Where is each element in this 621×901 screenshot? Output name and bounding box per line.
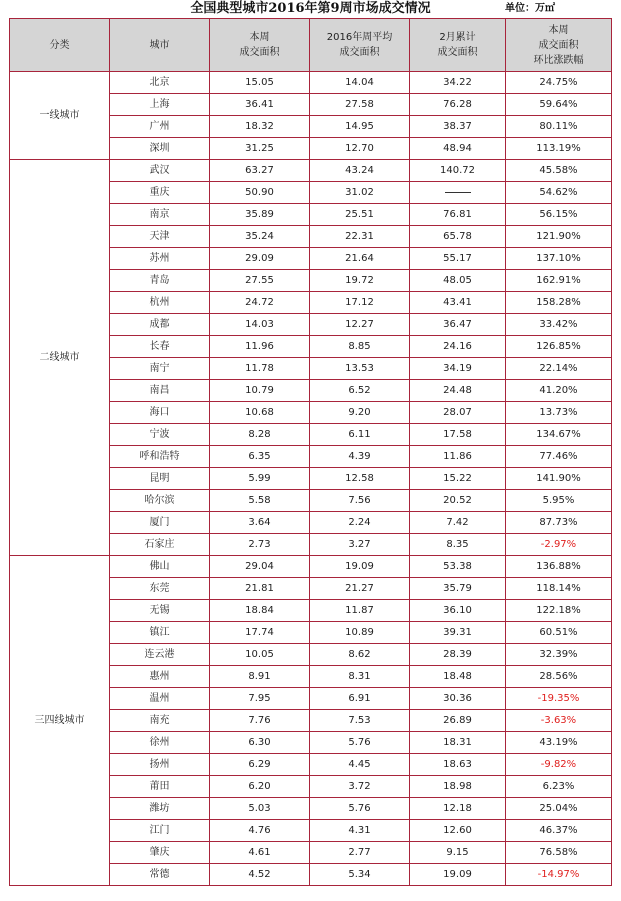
change-cell: 76.58% — [506, 842, 612, 864]
change-cell: 13.73% — [506, 402, 612, 424]
change-cell: 158.28% — [506, 292, 612, 314]
feb-area-cell: 12.60 — [410, 820, 506, 842]
header-text: 本周 — [548, 24, 569, 36]
week-area-cell: 36.41 — [210, 94, 310, 116]
avg-area-cell: 13.53 — [310, 358, 410, 380]
week-area-cell: 10.05 — [210, 644, 310, 666]
change-cell: -2.97% — [506, 534, 612, 556]
avg-area-cell: 3.27 — [310, 534, 410, 556]
week-area-cell: 50.90 — [210, 182, 310, 204]
city-cell: 潍坊 — [110, 798, 210, 820]
change-cell: 24.75% — [506, 72, 612, 94]
avg-area-cell: 43.24 — [310, 160, 410, 182]
week-area-cell: 18.32 — [210, 116, 310, 138]
city-cell: 石家庄 — [110, 534, 210, 556]
avg-area-cell: 4.31 — [310, 820, 410, 842]
feb-area-cell: 76.28 — [410, 94, 506, 116]
city-cell: 青岛 — [110, 270, 210, 292]
header-text: 成交面积 — [538, 39, 579, 51]
city-cell: 扬州 — [110, 754, 210, 776]
feb-area-cell: 18.98 — [410, 776, 506, 798]
week-area-cell: 21.81 — [210, 578, 310, 600]
change-cell: 87.73% — [506, 512, 612, 534]
header-feb-area — [410, 19, 506, 72]
feb-area-cell: 7.42 — [410, 512, 506, 534]
change-cell: -3.63% — [506, 710, 612, 732]
feb-area-cell: 19.09 — [410, 864, 506, 886]
avg-area-cell: 21.27 — [310, 578, 410, 600]
change-cell: 137.10% — [506, 248, 612, 270]
avg-area-cell: 4.39 — [310, 446, 410, 468]
feb-area-cell: 11.86 — [410, 446, 506, 468]
city-cell: 呼和浩特 — [110, 446, 210, 468]
header-text: 成交面积 — [437, 47, 478, 58]
week-area-cell: 5.58 — [210, 490, 310, 512]
city-cell: 南昌 — [110, 380, 210, 402]
week-area-cell: 24.72 — [210, 292, 310, 314]
city-cell: 南京 — [110, 204, 210, 226]
city-cell: 莆田 — [110, 776, 210, 798]
avg-area-cell: 6.52 — [310, 380, 410, 402]
change-cell: 59.64% — [506, 94, 612, 116]
city-cell: 常德 — [110, 864, 210, 886]
table-row — [10, 556, 612, 578]
avg-area-cell: 27.58 — [310, 94, 410, 116]
feb-area-cell: 36.47 — [410, 314, 506, 336]
transaction-table — [9, 18, 612, 886]
table-body — [10, 72, 612, 886]
change-cell: 45.58% — [506, 160, 612, 182]
change-cell: 33.42% — [506, 314, 612, 336]
feb-area-cell: 53.38 — [410, 556, 506, 578]
city-cell: 南宁 — [110, 358, 210, 380]
week-area-cell: 4.76 — [210, 820, 310, 842]
avg-area-cell: 8.62 — [310, 644, 410, 666]
header-row — [10, 19, 612, 72]
week-area-cell: 10.68 — [210, 402, 310, 424]
change-cell: 118.14% — [506, 578, 612, 600]
avg-area-cell: 17.12 — [310, 292, 410, 314]
avg-area-cell: 8.85 — [310, 336, 410, 358]
change-cell: 136.88% — [506, 556, 612, 578]
week-area-cell: 6.29 — [210, 754, 310, 776]
feb-area-cell: 24.48 — [410, 380, 506, 402]
avg-area-cell: 31.02 — [310, 182, 410, 204]
header-avg-area — [310, 19, 410, 72]
week-area-cell: 18.84 — [210, 600, 310, 622]
week-area-cell: 63.27 — [210, 160, 310, 182]
city-cell: 肇庆 — [110, 842, 210, 864]
week-area-cell: 15.05 — [210, 72, 310, 94]
change-cell: 126.85% — [506, 336, 612, 358]
header-text: 成交面积 — [339, 47, 380, 58]
change-cell: 122.18% — [506, 600, 612, 622]
feb-area-cell: 26.89 — [410, 710, 506, 732]
empty-value-dash — [445, 192, 471, 193]
city-cell: 苏州 — [110, 248, 210, 270]
category-cell: 一线城市 — [10, 72, 110, 160]
city-cell: 昆明 — [110, 468, 210, 490]
avg-area-cell: 14.95 — [310, 116, 410, 138]
feb-area-cell — [410, 182, 506, 204]
avg-area-cell: 8.31 — [310, 666, 410, 688]
feb-area-cell: 30.36 — [410, 688, 506, 710]
avg-area-cell: 5.34 — [310, 864, 410, 886]
header-week-area — [210, 19, 310, 72]
header-text: 2016年周平均 — [326, 32, 393, 43]
avg-area-cell: 5.76 — [310, 732, 410, 754]
week-area-cell: 5.99 — [210, 468, 310, 490]
city-cell: 成都 — [110, 314, 210, 336]
change-cell: 28.56% — [506, 666, 612, 688]
city-cell: 无锡 — [110, 600, 210, 622]
feb-area-cell: 48.05 — [410, 270, 506, 292]
avg-area-cell: 14.04 — [310, 72, 410, 94]
unit-label: 单位：万㎡ — [505, 3, 555, 14]
city-cell: 温州 — [110, 688, 210, 710]
feb-area-cell: 38.37 — [410, 116, 506, 138]
feb-area-cell: 65.78 — [410, 226, 506, 248]
header-city — [110, 19, 210, 72]
change-cell: 25.04% — [506, 798, 612, 820]
feb-area-cell: 17.58 — [410, 424, 506, 446]
avg-area-cell: 11.87 — [310, 600, 410, 622]
week-area-cell: 10.79 — [210, 380, 310, 402]
change-cell: 22.14% — [506, 358, 612, 380]
feb-area-cell: 15.22 — [410, 468, 506, 490]
change-cell: 77.46% — [506, 446, 612, 468]
week-area-cell: 7.76 — [210, 710, 310, 732]
feb-area-cell: 8.35 — [410, 534, 506, 556]
feb-area-cell: 76.81 — [410, 204, 506, 226]
avg-area-cell: 3.72 — [310, 776, 410, 798]
avg-area-cell: 7.53 — [310, 710, 410, 732]
change-cell: 80.11% — [506, 116, 612, 138]
feb-area-cell: 140.72 — [410, 160, 506, 182]
feb-area-cell: 9.15 — [410, 842, 506, 864]
category-cell: 三四线城市 — [10, 556, 110, 886]
avg-area-cell: 5.76 — [310, 798, 410, 820]
city-cell: 杭州 — [110, 292, 210, 314]
header-change — [506, 19, 612, 72]
city-cell: 宁波 — [110, 424, 210, 446]
change-cell: 43.19% — [506, 732, 612, 754]
header-text: 2月累计 — [439, 32, 476, 43]
avg-area-cell: 12.27 — [310, 314, 410, 336]
feb-area-cell: 34.22 — [410, 72, 506, 94]
feb-area-cell: 28.07 — [410, 402, 506, 424]
city-cell: 连云港 — [110, 644, 210, 666]
city-cell: 厦门 — [110, 512, 210, 534]
change-cell: 54.62% — [506, 182, 612, 204]
avg-area-cell: 10.89 — [310, 622, 410, 644]
change-cell: 46.37% — [506, 820, 612, 842]
header-text: 本周 — [249, 32, 270, 43]
city-cell: 长春 — [110, 336, 210, 358]
change-cell: 60.51% — [506, 622, 612, 644]
week-area-cell: 6.30 — [210, 732, 310, 754]
city-cell: 广州 — [110, 116, 210, 138]
city-cell: 深圳 — [110, 138, 210, 160]
avg-area-cell: 9.20 — [310, 402, 410, 424]
table-row — [10, 72, 612, 94]
week-area-cell: 35.89 — [210, 204, 310, 226]
week-area-cell: 31.25 — [210, 138, 310, 160]
feb-area-cell: 36.10 — [410, 600, 506, 622]
feb-area-cell: 20.52 — [410, 490, 506, 512]
week-area-cell: 5.03 — [210, 798, 310, 820]
avg-area-cell: 7.56 — [310, 490, 410, 512]
city-cell: 东莞 — [110, 578, 210, 600]
week-area-cell: 6.35 — [210, 446, 310, 468]
city-cell: 江门 — [110, 820, 210, 842]
feb-area-cell: 34.19 — [410, 358, 506, 380]
week-area-cell: 27.55 — [210, 270, 310, 292]
city-cell: 北京 — [110, 72, 210, 94]
table-row — [10, 160, 612, 182]
week-area-cell: 14.03 — [210, 314, 310, 336]
week-area-cell: 29.04 — [210, 556, 310, 578]
feb-area-cell: 43.41 — [410, 292, 506, 314]
feb-area-cell: 18.63 — [410, 754, 506, 776]
city-cell: 天津 — [110, 226, 210, 248]
city-cell: 佛山 — [110, 556, 210, 578]
feb-area-cell: 18.48 — [410, 666, 506, 688]
change-cell: 162.91% — [506, 270, 612, 292]
avg-area-cell: 19.09 — [310, 556, 410, 578]
city-cell: 重庆 — [110, 182, 210, 204]
avg-area-cell: 25.51 — [310, 204, 410, 226]
feb-area-cell: 24.16 — [410, 336, 506, 358]
change-cell: 6.23% — [506, 776, 612, 798]
avg-area-cell: 22.31 — [310, 226, 410, 248]
title-bar — [0, 0, 621, 18]
week-area-cell: 4.52 — [210, 864, 310, 886]
week-area-cell: 6.20 — [210, 776, 310, 798]
week-area-cell: 4.61 — [210, 842, 310, 864]
week-area-cell: 3.64 — [210, 512, 310, 534]
change-cell: 5.95% — [506, 490, 612, 512]
avg-area-cell: 6.11 — [310, 424, 410, 446]
change-cell: -9.82% — [506, 754, 612, 776]
city-cell: 武汉 — [110, 160, 210, 182]
avg-area-cell: 12.58 — [310, 468, 410, 490]
change-cell: 41.20% — [506, 380, 612, 402]
avg-area-cell: 21.64 — [310, 248, 410, 270]
change-cell: 56.15% — [506, 204, 612, 226]
avg-area-cell: 2.77 — [310, 842, 410, 864]
avg-area-cell: 6.91 — [310, 688, 410, 710]
change-cell: -19.35% — [506, 688, 612, 710]
change-cell: 113.19% — [506, 138, 612, 160]
avg-area-cell: 4.45 — [310, 754, 410, 776]
feb-area-cell: 35.79 — [410, 578, 506, 600]
category-cell: 二线城市 — [10, 160, 110, 556]
header-text: 成交面积 — [239, 47, 280, 58]
week-area-cell: 2.73 — [210, 534, 310, 556]
avg-area-cell: 12.70 — [310, 138, 410, 160]
week-area-cell: 35.24 — [210, 226, 310, 248]
city-cell: 镇江 — [110, 622, 210, 644]
change-cell: 121.90% — [506, 226, 612, 248]
change-cell: 141.90% — [506, 468, 612, 490]
header-text: 分类 — [49, 39, 70, 51]
avg-area-cell: 19.72 — [310, 270, 410, 292]
city-cell: 惠州 — [110, 666, 210, 688]
feb-area-cell: 39.31 — [410, 622, 506, 644]
week-area-cell: 11.78 — [210, 358, 310, 380]
header-text: 城市 — [149, 39, 170, 51]
week-area-cell: 17.74 — [210, 622, 310, 644]
header-text: 环比涨跌幅 — [533, 54, 584, 66]
change-cell: 32.39% — [506, 644, 612, 666]
feb-area-cell: 28.39 — [410, 644, 506, 666]
week-area-cell: 29.09 — [210, 248, 310, 270]
feb-area-cell: 12.18 — [410, 798, 506, 820]
city-cell: 上海 — [110, 94, 210, 116]
header-category — [10, 19, 110, 72]
feb-area-cell: 48.94 — [410, 138, 506, 160]
feb-area-cell: 18.31 — [410, 732, 506, 754]
week-area-cell: 7.95 — [210, 688, 310, 710]
week-area-cell: 8.91 — [210, 666, 310, 688]
city-cell: 海口 — [110, 402, 210, 424]
city-cell: 哈尔滨 — [110, 490, 210, 512]
avg-area-cell: 2.24 — [310, 512, 410, 534]
city-cell: 南充 — [110, 710, 210, 732]
change-cell: 134.67% — [506, 424, 612, 446]
city-cell: 徐州 — [110, 732, 210, 754]
week-area-cell: 11.96 — [210, 336, 310, 358]
feb-area-cell: 55.17 — [410, 248, 506, 270]
week-area-cell: 8.28 — [210, 424, 310, 446]
page-title: 全国典型城市2016年第9周市场成交情况 — [190, 1, 431, 16]
change-cell: -14.97% — [506, 864, 612, 886]
